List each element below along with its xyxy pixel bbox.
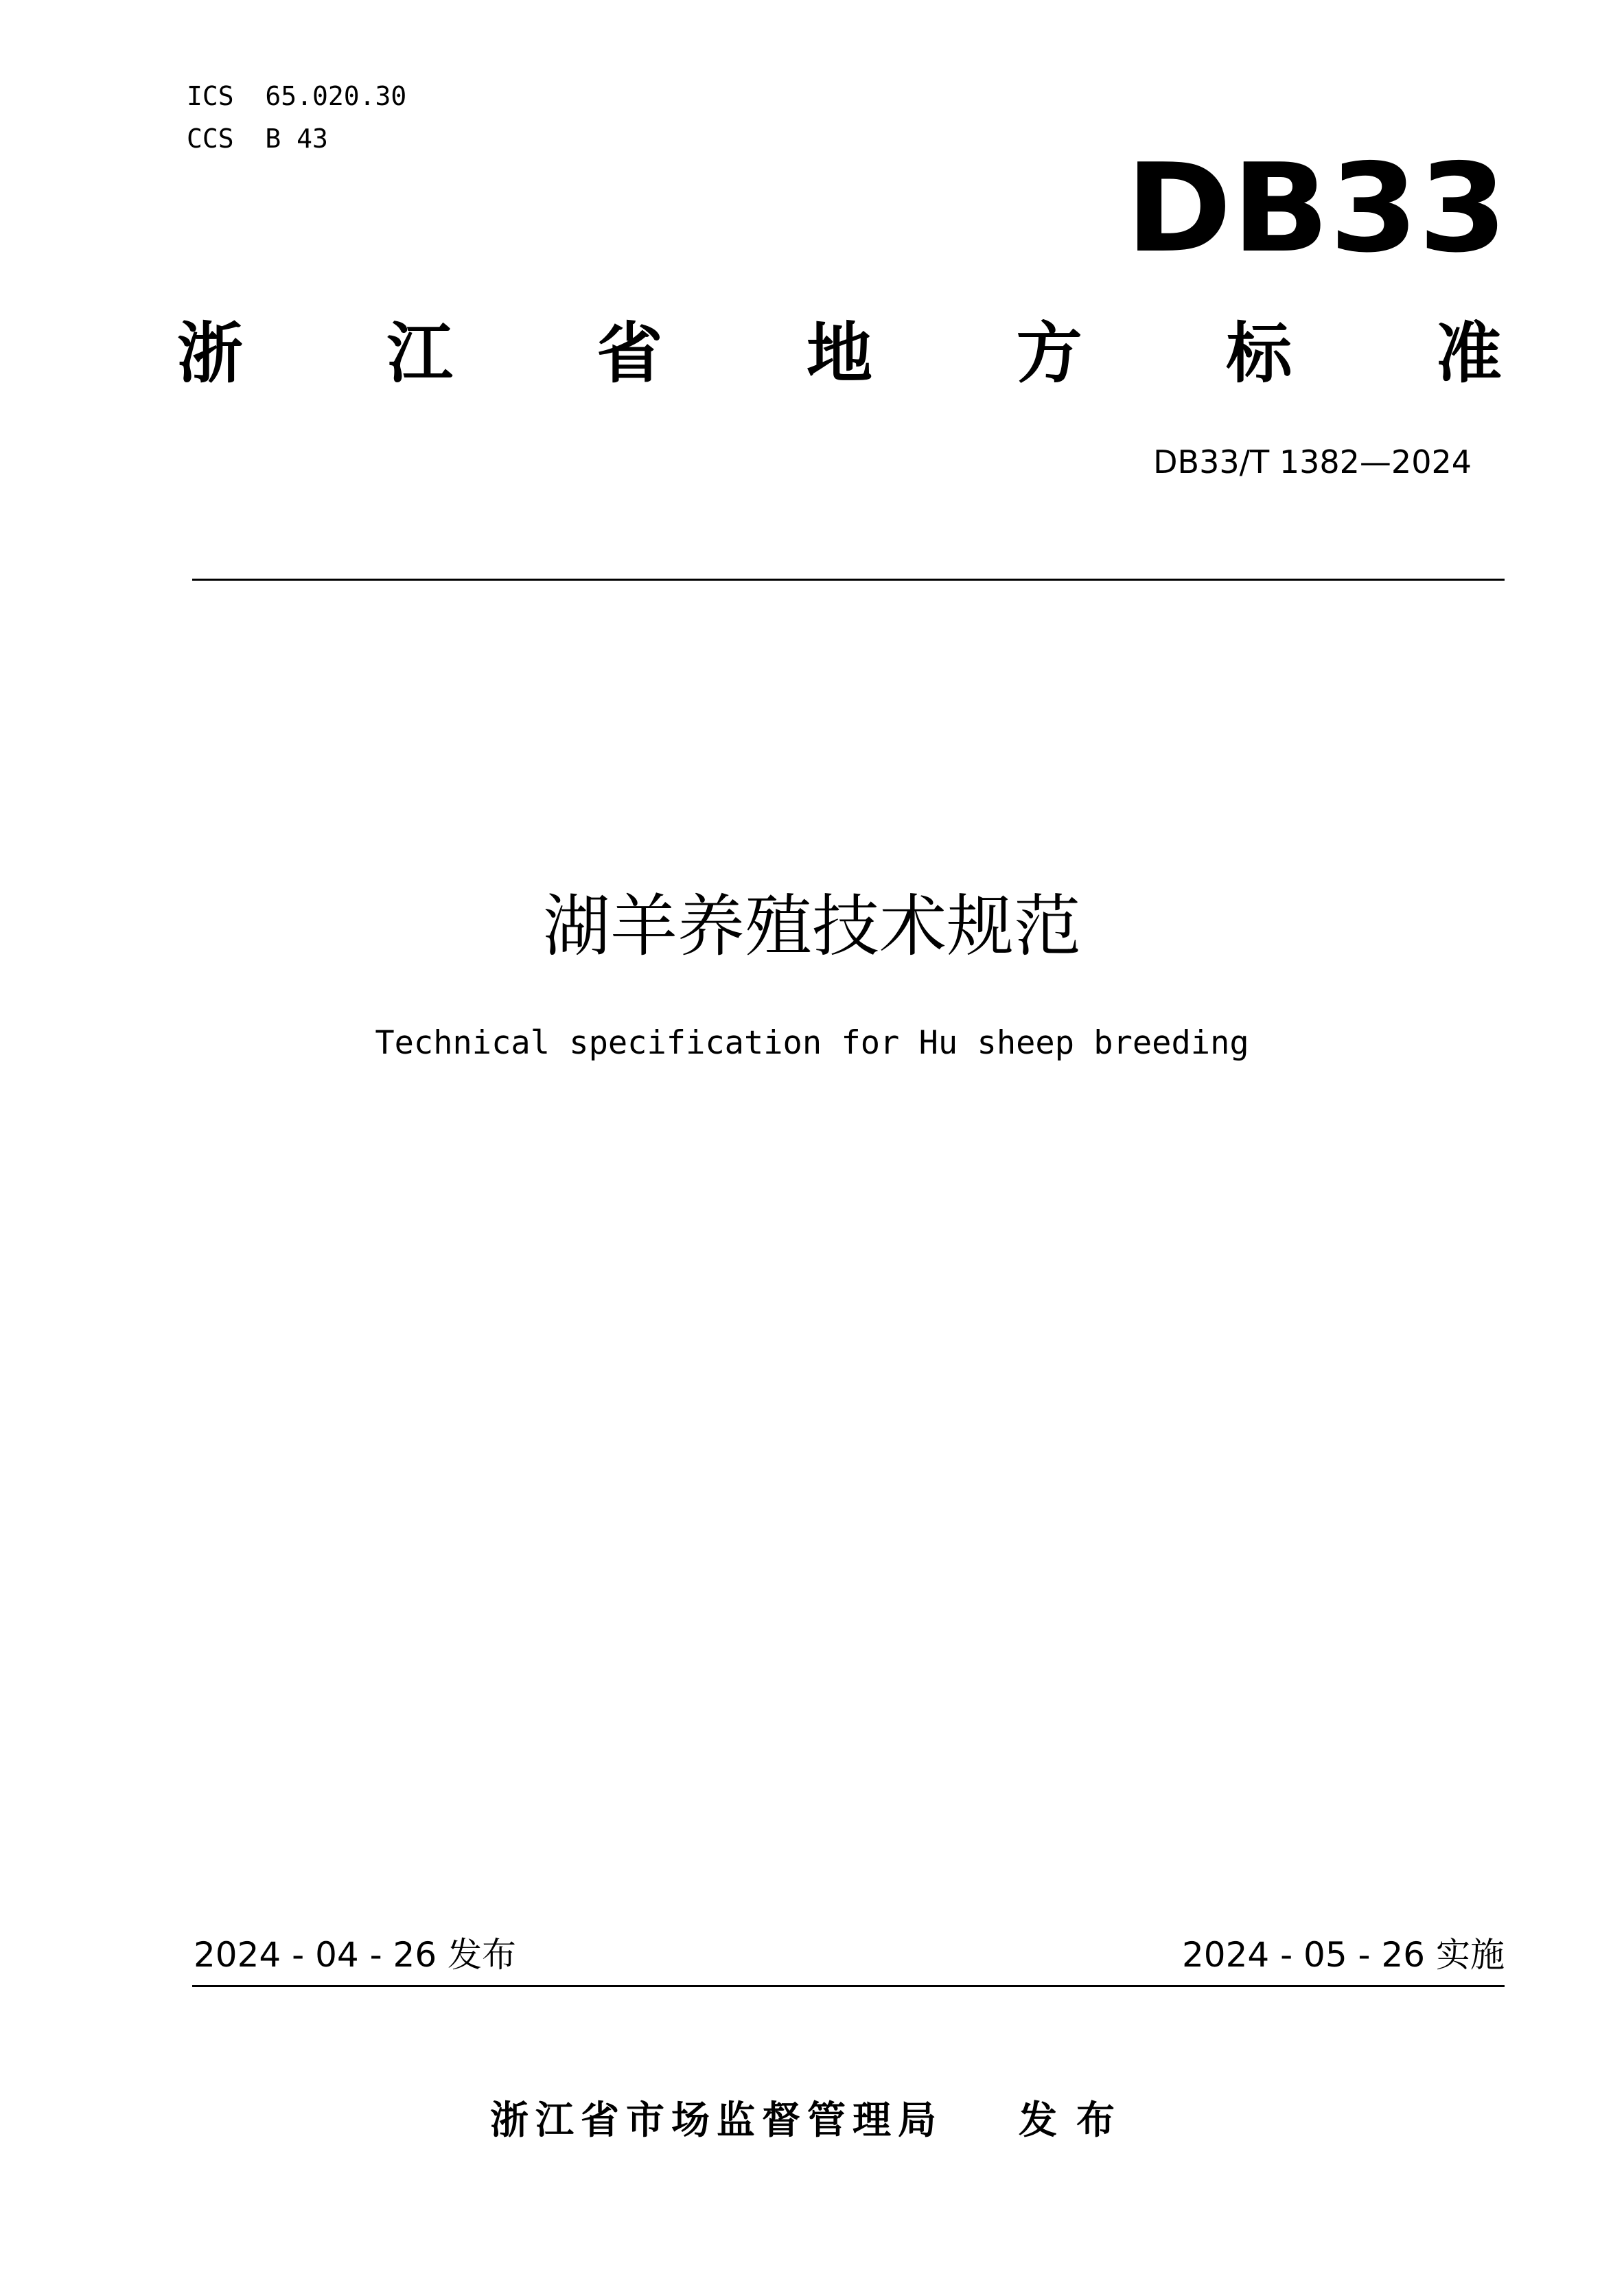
document-title-english: Technical specification for Hu sheep breeding (375, 1024, 1249, 1062)
publisher-line (0, 2097, 1624, 2145)
ccs-code: CCS B 43 (187, 124, 328, 154)
standard-type-char: 方 (1016, 315, 1082, 392)
footer-divider (192, 1985, 1505, 1987)
header-divider (192, 579, 1505, 581)
document-title-chinese: 湖羊养殖技术规范 (542, 888, 1081, 966)
standard-type-char: 标 (1226, 315, 1292, 392)
publisher-action: 发布 (1019, 2098, 1134, 2143)
db33-logo (1126, 141, 1510, 271)
standard-type-char: 地 (806, 315, 872, 392)
issue-date: 2024 - 04 - 26 发布 (194, 1935, 517, 1975)
standard-type-char: 江 (386, 315, 453, 392)
implementation-date: 2024 - 05 - 26 实施 (1181, 1935, 1505, 1975)
standard-number: DB33/T 1382—2024 (1153, 443, 1472, 480)
standard-type-heading (177, 312, 1502, 395)
standard-type-char: 浙 (177, 315, 243, 392)
ics-code: ICS 65.020.30 (187, 81, 407, 111)
standard-type-char: 省 (596, 315, 663, 392)
publisher-name: 浙江省市场监督管理局 (490, 2098, 943, 2143)
db33-logo-text: DB33 (1126, 141, 1507, 271)
standard-type-char: 准 (1435, 315, 1502, 392)
